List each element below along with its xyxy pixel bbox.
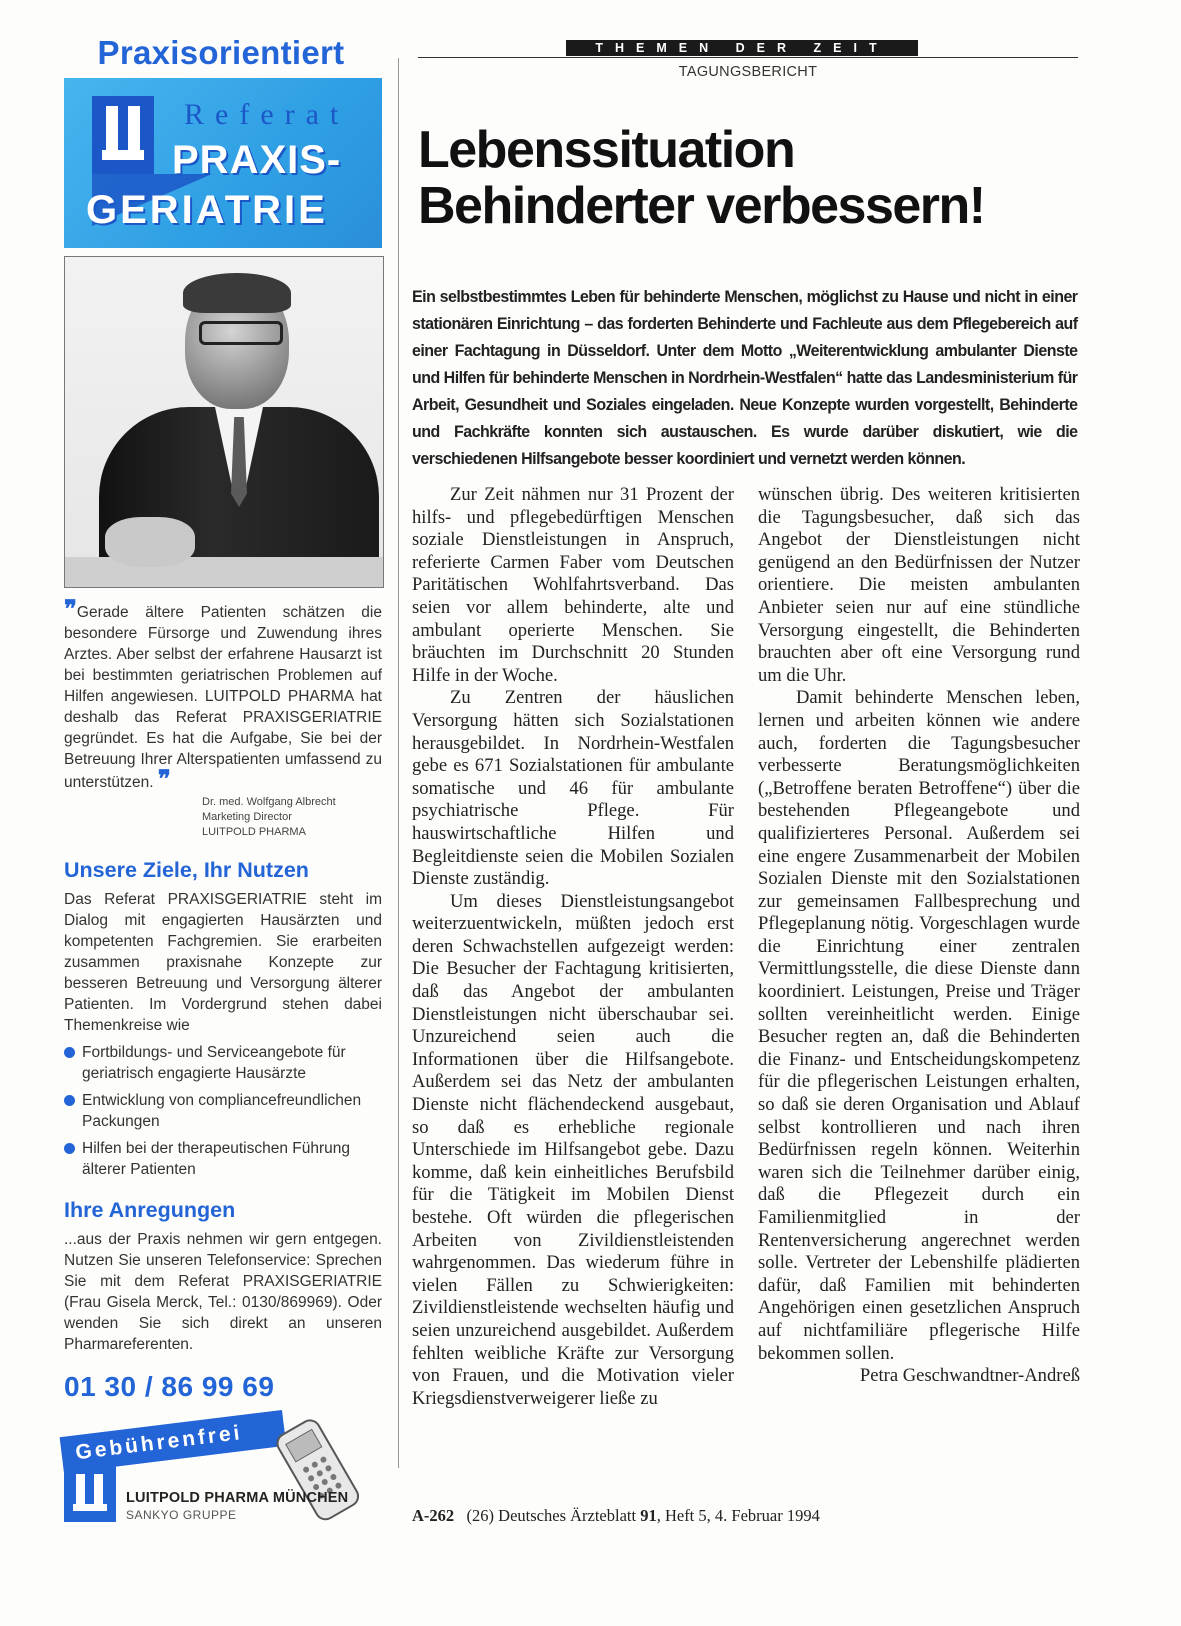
portrait-photo bbox=[64, 256, 384, 588]
title-line-2: Behinderter verbessern! bbox=[418, 177, 985, 235]
goals-list bbox=[64, 1042, 382, 1180]
goals-text: Das Referat PRAXISGERIATRIE steht im Dialog mit engagierten Hausärzten und kompetenten Fachgremien. Sie erarbeiten zusammen praxisnahe Konzepte zur besseren Betreuung und Versorgung älterer Patienten. Im Vordergrund stehen dabei Themenkreise wie bbox=[64, 891, 382, 1034]
referat-logo bbox=[64, 78, 382, 248]
article-title bbox=[418, 122, 1098, 234]
article-column-2 bbox=[758, 484, 1080, 1388]
signature bbox=[202, 795, 382, 840]
list-item: Fortbildungs- und Serviceangebote für geriatrisch engagierte Hausärzte bbox=[64, 1042, 382, 1084]
paragraph: Zu Zentren der häuslichen Versorgung hätten sich Sozialstationen herausgebildet. In Nordrhein-Westfalen gebe es 671 Sozialstationen für ambulante somatische und 46 für ambulante psychiatrische Pflege. Für hauswirtschaftliche Hilfen und Begleitdienste seien die Mobilen Sozialen Dienste zuständig. bbox=[412, 687, 734, 890]
list-item: Entwicklung von compliancefreundlichen Packungen bbox=[64, 1090, 382, 1132]
paragraph: Damit behinderte Menschen leben, lernen und arbeiten können wie andere auch, forderten die Tagungsbesucher verbesserte Beratungsmöglichkeiten („Betroffene beraten Betroffene“) über die bestehenden Pflegeangebote und qualifizierteres Personal. Außerdem sei eine engere Zusammenarbeit der Mobilen Sozialen Dienste mit den Sozialstationen zur gemeinsamen Fallbesprechung und Pflegeplanung nötig. Vorgeschlagen wurde die Einrichtung einer zentralen Vermittlungsstelle, die diese Dienste dann koordiniert. Leistungen, Preise und Träger sollten vereinheitlicht werden. Einige Besucher regten an, daß die Behinderten die Finanz- und Entscheidungskompetenz für die pflegerischen Leistungen erhalten, so daß sie deren Organisation und Ablauf selbst kontrollieren und nach ihren Bedürfnissen regeln können. Weiterhin waren sich die Teilnehmer darüber einig, daß die Pflegezeit durch ein Familienmitglied in der Rentenversicherung angerechnet werden solle. Vertreter der Lebenshilfe plädierten dafür, daß Familien mit behinderten Angehörigen einen gesetzlichen Anspruch auf nichtfamiliäre pflegerische Hilfe bekommen sollen. bbox=[758, 687, 1080, 1364]
ideas-heading: Ihre Anregungen bbox=[64, 1198, 236, 1222]
page-code: A-262 bbox=[412, 1506, 455, 1525]
bullet-icon bbox=[64, 1095, 75, 1106]
luitpold-logo-icon bbox=[92, 96, 154, 174]
article-lead: Ein selbstbestimmtes Leben für behinderte Menschen, möglichst zu Hause und nicht in einer stationären Einrichtung – das forderten Behinderte und Fachleute aus dem Pflegebereich auf einer Fachtagung in Düsseldorf. Unter dem Motto „Weiterentwicklung ambulanter Dienste und Hilfen für behinderte Menschen in Nordrhein-Westfalen“ hatte das Landesministerium für Arbeit, Gesundheit und Soziales eingeladen. Neue Konzepte wurden vorgestellt, Behinderte und Fachkräfte konnten sich austauschen. Es wurde darüber diskutiert, wie die verschiedenen Hilfsangebote besser koordiniert und vernetzt werden können. bbox=[412, 287, 1078, 468]
quote-text: Gerade ältere Patienten schätzen die besondere Fürsorge und Zuwendung ihres Arztes. Aber selbst der erfahrene Hausarzt ist bei bestimmten geriatrischen Problemen auf Hilfen angewiesen. LUITPOLD PHARMA hat deshalb das Referat PRAXISGERIATRIE gegründet. Es hat die Aufgabe, Sie bei der Betreuung Ihrer Alterspatienten umfassend zu unterstützen. bbox=[64, 604, 382, 791]
sidebar-ad bbox=[60, 34, 382, 1523]
luitpold-logo-icon bbox=[64, 1466, 116, 1522]
bullet-icon bbox=[64, 1047, 75, 1058]
list-item: Hilfen bei der therapeutischen Führung älterer Patienten bbox=[64, 1138, 382, 1180]
paragraph: wünschen übrig. Des weiteren kritisierten die Tagungsbesucher, daß sich das Angebot der Dienstleistungen nicht genügend an den Bedürfnissen der Nutzer orientiere. Die meisten ambulanten Anbieter seien nur auf eine stündliche Versorgung eingestellt, die Behinderten brauchten aber oft eine Versorgung rund um die Uhr. bbox=[758, 484, 1080, 686]
goals-heading: Unsere Ziele, Ihr Nutzen bbox=[64, 858, 309, 882]
close-quote-icon: ❞ bbox=[157, 767, 171, 793]
phone-number[interactable]: 01 30 / 86 99 69 bbox=[64, 1371, 275, 1402]
section-rule bbox=[418, 57, 1078, 58]
signature-name: Dr. med. Wolfgang Albrecht bbox=[202, 796, 336, 808]
column-divider bbox=[398, 58, 399, 1468]
logo-line-geriatrie: GERIATRIE bbox=[86, 188, 328, 232]
signature-role: Marketing Director bbox=[202, 811, 292, 823]
toll-free-label: Gebührenfrei bbox=[60, 1410, 287, 1473]
journal-name: Deutsches Ärzteblatt bbox=[498, 1506, 637, 1525]
company-logo bbox=[64, 1466, 384, 1526]
journal-volume: 91 bbox=[640, 1506, 657, 1525]
company-name: LUITPOLD PHARMA MÜNCHEN bbox=[126, 1490, 349, 1506]
paragraph: Zur Zeit nähmen nur 31 Prozent der hilfs- und pflegebedürftigen Menschen soziale Dienstleistungen in Anspruch, referierte Carmen Faber vom Deutschen Paritätischen Wohlfahrtsverband. Das seien vor allem behinderte, alte und ambulant operierte Menschen. Sie bräuchten im Durchschnitt 20 Stunden Hilfe in der Woche. bbox=[412, 484, 734, 686]
article-author: Petra Geschwandtner-Andreß bbox=[859, 1365, 1080, 1387]
section-label: THEMEN DER ZEIT bbox=[566, 40, 918, 56]
ideas-text: ...aus der Praxis nehmen wir gern entgegen. Nutzen Sie unseren Telefonservice: Sprechen Sie mit dem Referat PRAXISGERIATRIE (Frau Gisela Merck, Tel.: 0130/869969). Oder wenden Sie sich direkt an unseren Pharmareferenten. bbox=[64, 1231, 382, 1353]
paragraph: Um dieses Dienstleistungsangebot weiterzuentwickeln, müßten jedoch erst deren Schwachstellen aufgezeigt werden: Die Besucher der Fachtagung kritisierten, daß das Angebot der ambulanten Dienstleistungen nicht überschaubar sei. Unzureichend seien auch die Informationen über die Hilfsangebote. Außerdem sei das Netz der ambulanten Dienste nicht flächendeckend ausgebaut, so daß es erhebliche regionale Unterschiede im Hilfsangebot gebe. Dazu komme, daß kein einheitliches Berufsbild für die Tätigkeit im Mobilen Dienst bestehe. Oft würden die pflegerischen Arbeiten von Zivildienstleistenden wahrgenommen. Das wiederum führe in vielen Fällen zu Schwierigkeiten: Zivildienstleistende wechselten häufig und seien unzureichend ausgebildet. Außerdem fehlten weibliche Kräfte zur Versorgung von Frauen, und die Motivation vieler Kriegsdienstverweigerer ließe zu bbox=[412, 890, 734, 1409]
page-number: (26) bbox=[466, 1506, 495, 1525]
open-quote-icon: ❞ bbox=[64, 597, 77, 623]
bullet-icon bbox=[64, 1143, 75, 1154]
signature-company: LUITPOLD PHARMA bbox=[202, 826, 306, 838]
sidebar-heading: Praxisorientiert bbox=[97, 34, 345, 71]
company-subtitle: SANKYO GRUPPE bbox=[126, 1508, 237, 1522]
journal-issue: Heft 5, 4. Februar 1994 bbox=[664, 1506, 820, 1525]
page-footer: A-262 (26) Deutsches Ärzteblatt 91, Heft 5, 4. Februar 1994 bbox=[412, 1506, 820, 1525]
quote-block bbox=[64, 597, 382, 793]
logo-line-referat: Referat bbox=[184, 98, 350, 131]
article-kicker: TAGUNGSBERICHT bbox=[678, 64, 818, 80]
logo-line-praxis: PRAXIS- bbox=[172, 138, 342, 182]
title-line-1: Lebenssituation bbox=[418, 121, 795, 179]
article-column-1 bbox=[412, 484, 734, 1410]
